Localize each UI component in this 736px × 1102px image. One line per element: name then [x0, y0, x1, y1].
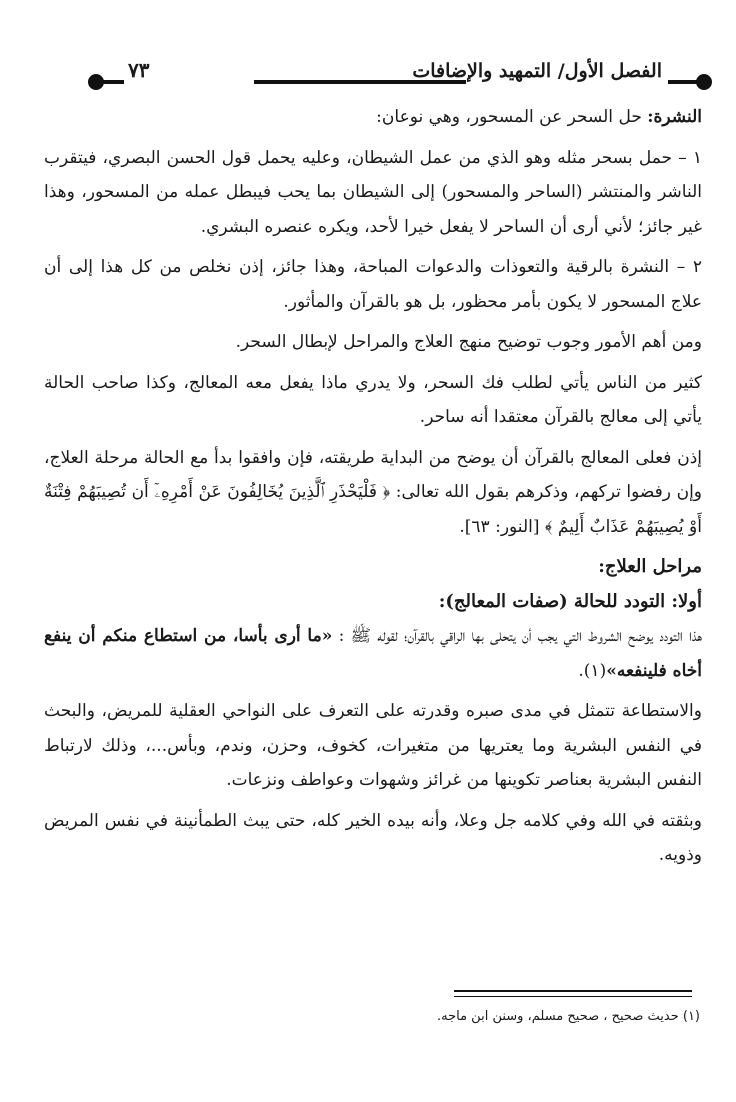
page-number: ٧٣ — [128, 58, 150, 82]
nushra-definition: حل السحر عن المسحور، وهي نوعان: — [376, 107, 648, 127]
footnote-separator-thin — [454, 996, 692, 997]
paragraph-practitioner — [44, 441, 702, 545]
header-rule-left — [102, 80, 124, 84]
footnote: (١) حديث صحيح ، صحيح مسلم، وسنن ابن ماجه. — [436, 1009, 700, 1024]
chapter-title: الفصل الأول/ التمهيد والإضافات — [412, 60, 662, 82]
paragraph-ability: والاستطاعة تتمثل في مدى صبره وقدرته على التعرف على النواحي العقلية للمريض، والبحث في النفس البشرية وما يعتريها من متغيرات، كخوف، وحزن، وندم، وبأس...، وذلك لارتباط النفس البشرية بعناصر تكوينها من غرائز وشهوات وعواطف ونزعات. — [44, 701, 702, 790]
footnote-marker: (١). — [578, 660, 607, 681]
section-heading: مراحل العلاج: — [598, 556, 702, 577]
paragraph-affection — [44, 619, 702, 688]
hadith-quote: «ما أرى بأسا، من استطاع منكم أن ينفع أخاه فلينفعه» — [44, 626, 702, 681]
main-text — [44, 100, 702, 879]
paragraph-method: ومن أهم الأمور وجوب توضيح منهج العلاج والمراحل لإبطال السحر. — [235, 332, 702, 352]
practitioner-text: إذن فعلى المعالج بالقرآن أن يوضح من البداية طريقته، فإن وافقوا بدأ مع الحالة مرحلة العلاج، وإن رفضوا تركهم، وذكرهم بقول الله تعالى: — [44, 447, 703, 502]
paragraph-trust: وبثقته في الله وفي كلامه جل وعلا، وأنه بيده الخير كله، حتى يبث الطمأنينة في نفس المريض وذويه. — [44, 810, 702, 865]
footnote-separator — [454, 990, 692, 992]
verse-reference: [النور: ٦٣]. — [459, 516, 545, 537]
header-dot-right — [696, 74, 712, 90]
paragraph-type-one: ١ – حمل بسحر مثله وهو الذي من عمل الشيطان، وعليه يحمل قول الحسن البصري، فيتقرب الناشر والمنتشر (الساحر والمسحور) إلى الشيطان بما يحب فيبطل عمله من المسحور، وهذا غير جائز؛ لأني أرى أن الساحر لا يفعل خيرا لأحد، ويكره عنصره البشري. — [44, 147, 702, 237]
paragraph-type-two: ٢ – النشرة بالرقية والتعوذات والدعوات المباحة، وهذا جائز، إذن نخلص من كل هذا إلى أن علاج المسحور لا يكون بأمر محظور، بل هو بالقرآن والمأثور. — [44, 257, 702, 312]
header-rule-right — [668, 80, 698, 84]
paragraph-people: كثير من الناس يأتي لطلب فك السحر، ولا يدري ماذا يفعل معه المعالج، وكذا صاحب الحالة يأتي إلى معالج بالقرآن معتقدا أنه ساحر. — [44, 372, 702, 427]
term-nushra: النشرة: — [647, 107, 702, 127]
quran-verse: ﴿ فَلْيَحْذَرِ ٱلَّذِينَ يُخَالِفُونَ عَنْ أَمْرِهِۦٓ أَن تُصِيبَهُمْ فِتْنَةٌ أَوْ يُصِيبَهُمْ عَذَابٌ أَلِيمٌ ﴾ — [44, 482, 702, 537]
paragraph-nushra — [44, 100, 702, 135]
affection-text: هذا التودد يوضح الشروط التي يجب أن يتحلى بها الراقي بالقرآن؛ لقوله ﷺ : — [332, 626, 702, 646]
page-header — [88, 58, 712, 94]
subsection-heading: أولا: التودد للحالة (صفات المعالج): — [438, 590, 702, 612]
